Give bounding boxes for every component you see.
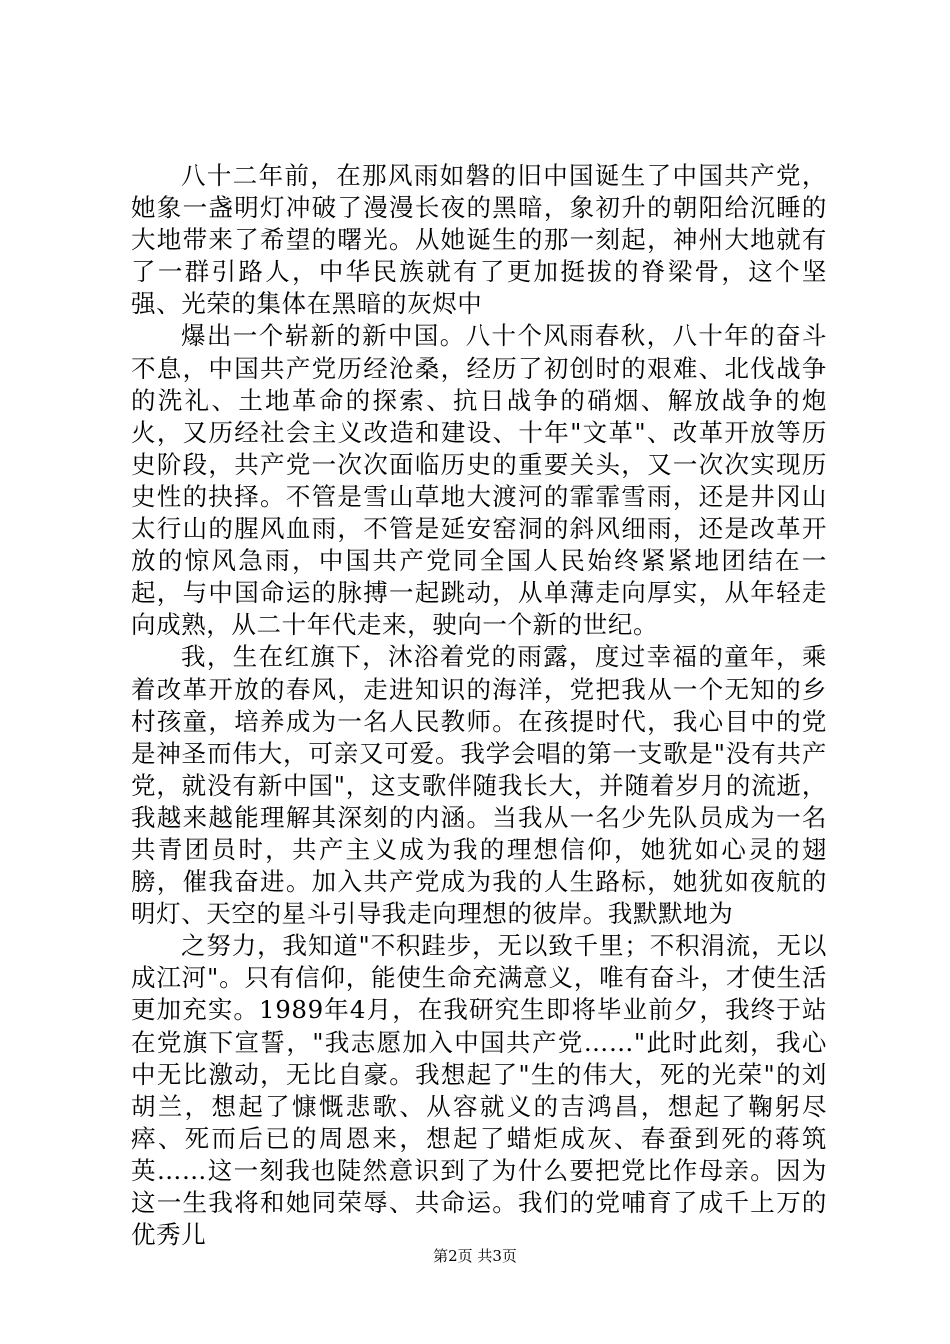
paragraph-4: 之努力，我知道"不积跬步，无以致千里；不积涓流，无以成江河"。只有信仰，能使生命充满意义，唯有奋斗，才使生活更加充实。1989年4月，在我研究生即将毕业前夕，我终于站在党旗下宣誓，"我志愿加入中国共产党……"此时此刻，我心中无比激动，无比自豪。我想起了"生的伟大，死的光荣"的刘胡兰，想起了慷慨悲歌、从容就义的吉鸿昌，想起了鞠躬尽瘁、死而后已的周恩来，想起了蜡炬成灰、春蚕到死的蒋筑英……这一刻我也陡然意识到了为什么要把党比作母亲。因为这一生我将和她同荣辱、共命运。我们的党哺育了成千上万的优秀儿	[131, 931, 827, 1250]
paragraph-1: 八十二年前，在那风雨如磐的旧中国诞生了中国共产党，她象一盏明灯冲破了漫漫长夜的黑暗，象初升的朝阳给沉睡的大地带来了希望的曙光。从她诞生的那一刻起，神州大地就有了一群引路人，中华民族就有了更加挺拔的脊梁骨，这个坚强、光荣的集体在黑暗的灰烬中	[131, 161, 827, 319]
paragraph-2: 爆出一个崭新的新中国。八十个风雨春秋，八十年的奋斗不息，中国共产党历经沧桑，经历了初创时的艰难、北伐战争的洗礼、土地革命的探索、抗日战争的硝烟、解放战争的炮火，又历经社会主义改造和建设、十年"文革"、改革开放等历史阶段，共产党一次次面临历史的重要关头，又一次次实现历史性的抉择。不管是雪山草地大渡河的霏霏雪雨，还是井冈山太行山的腥风血雨，不管是延安窑洞的斜风细雨，还是改革开放的惊风急雨，中国共产党同全国人民始终紧紧地团结在一起，与中国命运的脉搏一起跳动，从单薄走向厚实，从年轻走向成熟，从二十年代走来，驶向一个新的世纪。	[131, 321, 827, 640]
page-footer	[0, 1246, 950, 1266]
page-number-label: 第2页 共3页	[433, 1247, 517, 1265]
paragraph-3: 我，生在红旗下，沐浴着党的雨露，度过幸福的童年，乘着改革开放的春风，走进知识的海洋，党把我从一个无知的乡村孩童，培养成为一名人民教师。在孩提时代，我心目中的党是神圣而伟大，可亲又可爱。我学会唱的第一支歌是"没有共产党，就没有新中国"，这支歌伴随我长大，并随着岁月的流逝，我越来越能理解其深刻的内涵。当我从一名少先队员成为一名共青团员时，共产主义成为我的理想信仰，她犹如心灵的翅膀，催我奋进。加入共产党成为我的人生路标，她犹如夜航的明灯、天空的星斗引导我走向理想的彼岸。我默默地为	[131, 642, 827, 929]
document-body	[131, 160, 827, 1251]
